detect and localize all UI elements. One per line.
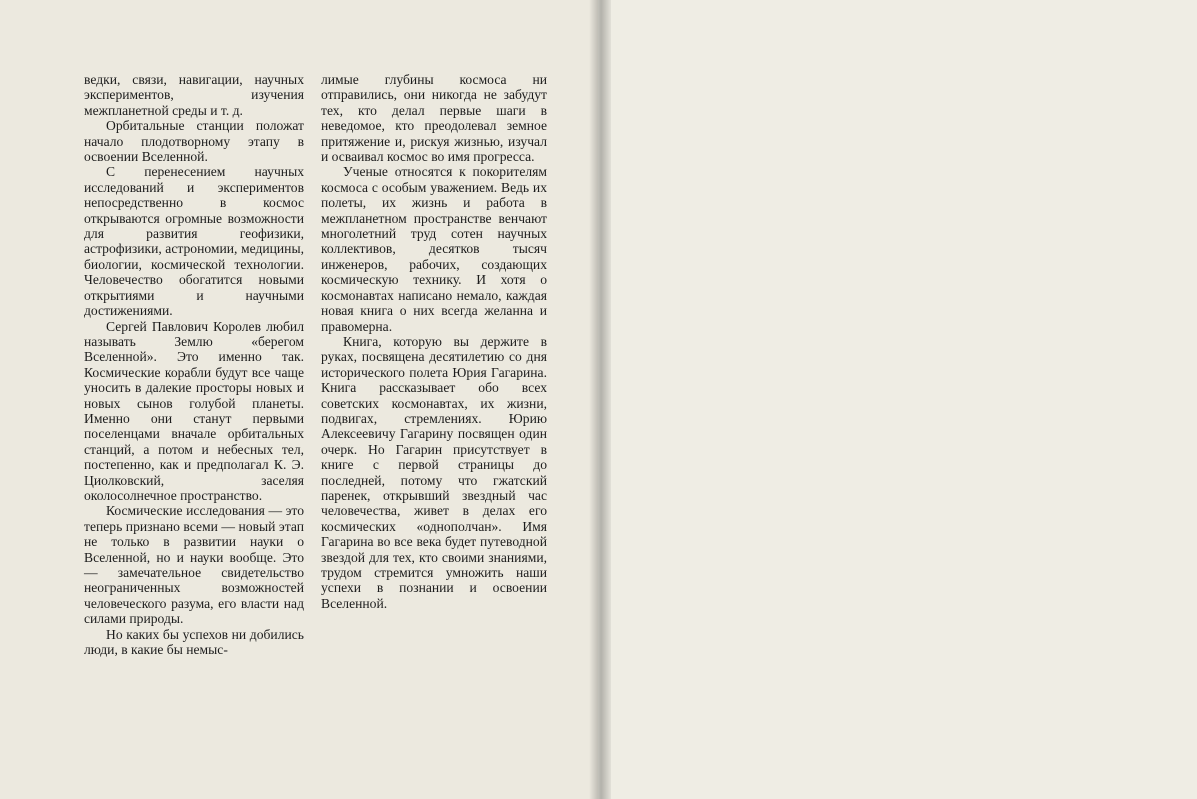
paragraph: Ученые относятся к покорителям космоса с особым уважением. Ведь их полеты, их жизнь и работа в межпланетном пространстве венчают многолетний труд сотен научных коллективов, десятков тысяч инженеров, рабочих, создающих космическую технику. И хотя о космонавтах написано немало, каждая новая книга о них всегда желанна и правомерна. (321, 164, 547, 334)
paragraph: Орбитальные станции положат начало плодотворному этапу в освоении Вселенной. (84, 118, 304, 165)
paragraph: С перенесением научных исследований и экспериментов непосредственно в космос открываются огромные возможности для развития геофизики, астрофизики, астрономии, медицины, биологии, космической технологии. Человечество обогатится новыми открытиями и научными достижениями. (84, 164, 304, 319)
paragraph: Но каких бы успехов ни добились люди, в какие бы немыс- (84, 626, 304, 658)
right-page (598, 0, 1197, 799)
paragraph: ведки, связи, навигации, научных экспериментов, изучения межпланетной среды и т. д. (84, 72, 304, 118)
paragraph: Космические исследования — это теперь признано всеми — новый этап не только в развитии науки о Вселенной, но и науки вообще. Это — замечательное свидетельство неограниченных возможностей человеческого разума, его власти над силами природы. (84, 503, 304, 627)
paragraph: лимые глубины космоса ни отправились, они никогда не забудут тех, кто делал первые шаги в неведомое, кто преодолевал земное притяжение и, рискуя жизнью, изучал и осваивал космос во имя прогресса. (321, 72, 547, 165)
paragraph: Книга, которую вы держите в руках, посвящена десятилетию со дня исторического полета Юрия Гагарина. Книга рассказывает обо всех советских космонавтах, их жизни, подвигах, стремлениях. Юрию Алексеевичу Гагарину посвящен один очерк. Но Гагарин присутствует в книге с первой страницы до последней, потому что гжатский паренек, открывший звездный час человечества, живет в делах его космических «однополчан». Имя Гагарина во все века будет путеводной звездой для тех, кто своими знаниями, трудом стремится умножить наши успехи в познании и освоении Вселенной. (321, 333, 547, 611)
text-column-2 (321, 72, 547, 611)
paragraph: Сергей Павлович Королев любил называть Землю «берегом Вселенной». Это именно так. Космические корабли будут все чаще уносить в далекие просторы новых и новых сынов голубой планеты. Именно они станут первыми поселенцами вначале орбитальных станций, а потом и небесных тел, постепенно, как и предполагал К. Э. Циолковский, заселяя околосолнечное пространство. (84, 318, 304, 503)
text-column-1 (84, 72, 304, 657)
left-page (0, 0, 598, 799)
